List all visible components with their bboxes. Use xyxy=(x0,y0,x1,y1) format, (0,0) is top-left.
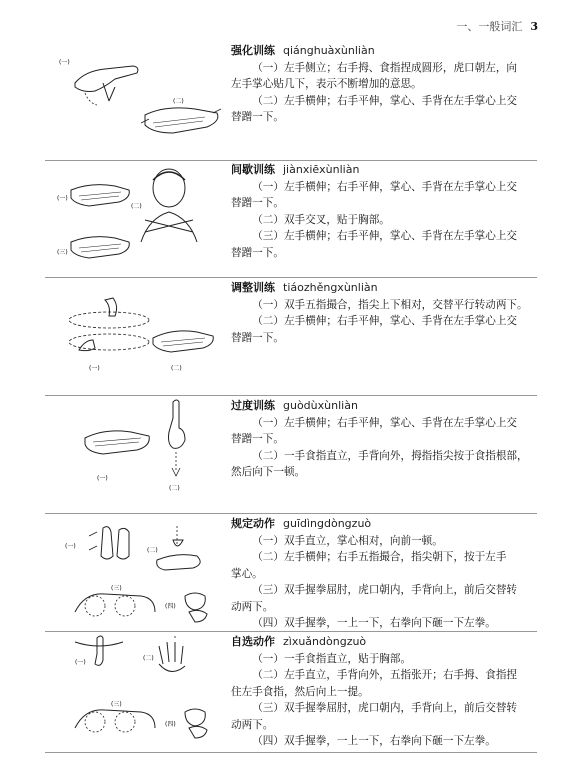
desc-line: 左手掌心贴几下，表示不断增加的意思。 xyxy=(231,78,422,90)
entry-pinyin: zìxuǎndòngzuò xyxy=(283,635,367,648)
desc-line: 然后向下一顿。 xyxy=(231,466,306,478)
entry-tiaozheng xyxy=(45,280,537,393)
desc-line: （一）左手侧立；右手拇、食指捏成圆形，虎口朝左，向 xyxy=(252,61,518,74)
entry-text xyxy=(231,398,537,481)
fig-label-2: (二) xyxy=(169,485,180,492)
divider xyxy=(45,631,537,632)
entry-guodu xyxy=(45,398,537,511)
divider xyxy=(45,513,537,514)
fig-label-2: (二) xyxy=(173,98,184,105)
desc-line: 动两下。 xyxy=(231,718,274,731)
desc-line: （一）左手横伸；右手平伸，掌心、手背在左手掌心上交 xyxy=(252,180,518,193)
desc-line: （二）一手食指直立，手背向外，拇指指尖按于食指根部， xyxy=(252,449,528,462)
entry-title: 规定动作 xyxy=(231,517,275,530)
desc-line: （三）双手握拳屈肘，虎口朝内，手背向上，前后交替转 xyxy=(252,702,518,714)
fig-label-3: (三) xyxy=(57,249,68,256)
fig-label-1: (一) xyxy=(75,659,86,666)
entry-pinyin: jiànxiēxùnliàn xyxy=(283,163,360,176)
desc-line: （一）一手食指直立，贴于胸部。 xyxy=(252,652,412,665)
entry-text xyxy=(231,43,537,126)
fig-label-1: (一) xyxy=(97,475,108,482)
desc-line: 替蹭一下。 xyxy=(231,111,284,123)
desc-line: （一）双手五指撮合，指尖上下相对，交替平行转动两下。 xyxy=(252,298,528,311)
entry-pinyin: tiáozhěngxùnliàn xyxy=(283,281,378,294)
desc-line: 替蹭一下。 xyxy=(231,433,284,445)
desc-line: 住左手食指，然后向上一提。 xyxy=(231,685,369,698)
page-number: 3 xyxy=(530,20,538,33)
fig-label-1: (一) xyxy=(65,543,76,550)
desc-line: （四）双手握拳，一上一下，右拳向下砸一下左拳。 xyxy=(252,735,496,747)
desc-line: （一）双手直立，掌心相对，向前一顿。 xyxy=(252,534,443,547)
desc-line: 动两下。 xyxy=(231,600,274,613)
desc-line: （二）左手横伸；右手平伸，掌心、手背在左手掌心上交 xyxy=(252,315,518,327)
fig-label-2: (二) xyxy=(131,203,142,210)
entry-text xyxy=(231,162,537,261)
entry-pinyin: guòdùxùnliàn xyxy=(283,399,358,412)
entry-text xyxy=(231,516,537,632)
desc-line: （三）左手横伸；右手平伸，掌心、手背在左手掌心上交 xyxy=(252,230,518,242)
desc-line: 替蹭一下。 xyxy=(231,246,284,259)
sign-illustration-guodu xyxy=(45,398,228,511)
fig-label-4: (四) xyxy=(165,603,176,610)
entry-guiding xyxy=(45,516,537,629)
fig-label-4: (四) xyxy=(165,721,176,728)
entry-jianxie xyxy=(45,162,537,275)
sign-illustration-guiding xyxy=(45,516,228,629)
header-section: 一、一般词汇 xyxy=(456,20,523,33)
desc-line: （二）左手直立，手背向外，五指张开；右手拇、食指捏 xyxy=(252,669,518,681)
divider xyxy=(45,752,537,753)
fig-label-2: (二) xyxy=(147,547,158,554)
desc-line: （二）左手横伸；右手五指撮合，指尖朝下，按于左手 xyxy=(252,551,507,563)
entry-qianghua xyxy=(45,43,537,156)
entry-pinyin: guīdìngdòngzuò xyxy=(283,517,372,530)
divider xyxy=(45,395,537,396)
desc-line: （四）双手握拳，一上一下，右拳向下砸一下左拳。 xyxy=(252,617,496,629)
page-header xyxy=(456,18,538,34)
desc-line: （一）左手横伸；右手平伸，掌心、手背在左手掌心上交 xyxy=(252,416,518,429)
fig-label-2: (二) xyxy=(171,365,182,372)
desc-line: （二）左手横伸；右手平伸，掌心、手背在左手掌心上交 xyxy=(252,94,518,107)
sign-illustration-qianghua xyxy=(45,43,228,156)
entry-pinyin: qiánghuàxùnliàn xyxy=(283,44,375,57)
desc-line: 替蹭一下。 xyxy=(231,197,284,209)
entry-title: 间歇训练 xyxy=(231,163,275,176)
desc-line: （三）双手握拳屈肘，虎口朝内，手背向上，前后交替转 xyxy=(252,584,518,596)
sign-illustration-jianxie xyxy=(45,162,228,275)
entry-zixuan xyxy=(45,634,537,750)
fig-label-1: (一) xyxy=(57,195,68,202)
entry-title: 强化训练 xyxy=(231,44,275,57)
fig-label-1: (一) xyxy=(59,59,70,66)
fig-label-3: (三) xyxy=(111,701,122,708)
fig-label-1: (一) xyxy=(89,365,100,372)
entry-title: 自选动作 xyxy=(231,635,275,648)
sign-illustration-tiaozheng xyxy=(45,280,228,393)
sign-illustration-zixuan xyxy=(45,634,228,750)
desc-line: 掌心。 xyxy=(231,567,263,580)
divider xyxy=(45,277,537,278)
entry-text xyxy=(231,280,537,346)
divider xyxy=(45,160,537,161)
fig-label-3: (三) xyxy=(111,585,122,592)
entry-text xyxy=(231,634,537,750)
entry-title: 调整训练 xyxy=(231,281,275,294)
entry-title: 过度训练 xyxy=(231,399,275,412)
fig-label-2: (二) xyxy=(143,655,154,662)
desc-line: 替蹭一下。 xyxy=(231,331,284,344)
desc-line: （二）双手交叉，贴于胸部。 xyxy=(252,213,390,226)
